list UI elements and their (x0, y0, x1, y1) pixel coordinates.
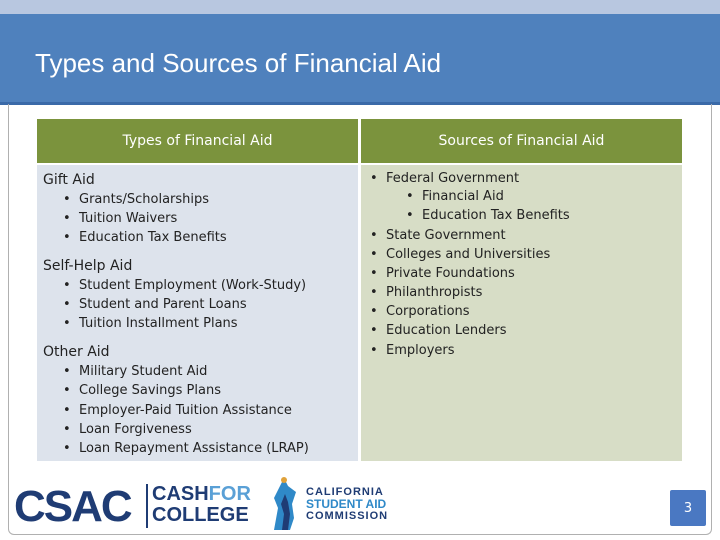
list-item: • Tuition Installment Plans (79, 316, 238, 331)
list-item: • Student and Parent Loans (79, 297, 247, 312)
list-item: • Employer-Paid Tuition Assistance (79, 403, 292, 418)
list-item: • Private Foundations (386, 266, 515, 281)
list-item: • Colleges and Universities (386, 247, 550, 262)
sources-column-header: Sources of Financial Aid (361, 119, 682, 163)
top-strip (0, 0, 720, 14)
list-item: • Grants/Scholarships (79, 192, 209, 207)
cash-for-college-word-college: COLLEGE (152, 504, 249, 526)
list-item-federal-government: • Federal Government (386, 171, 519, 186)
list-item: • Tuition Waivers (79, 211, 177, 226)
list-item: • Military Student Aid (79, 364, 207, 379)
group-heading-other-aid: Other Aid (43, 344, 110, 360)
cash-for-college-logo (152, 484, 251, 526)
cash-for-college-word-for: FOR (208, 483, 251, 505)
commission-line-2: STUDENT AID (306, 497, 387, 511)
list-item: • Corporations (386, 304, 470, 319)
bear-figure-icon (268, 474, 302, 532)
list-sub-item: • Financial Aid (422, 189, 504, 204)
list-item: • State Government (386, 228, 506, 243)
group-heading-self-help-aid: Self-Help Aid (43, 258, 133, 274)
types-column-header: Types of Financial Aid (37, 119, 358, 163)
list-item: • College Savings Plans (79, 383, 221, 398)
list-item: • Philanthropists (386, 285, 482, 300)
cash-for-college-word-cash: CASH (152, 483, 209, 505)
california-student-aid-commission-logo (306, 486, 388, 522)
group-heading-gift-aid: Gift Aid (43, 172, 95, 188)
page-number-badge: 3 (670, 490, 706, 526)
title-bar (0, 14, 720, 105)
list-item: • Loan Repayment Assistance (LRAP) (79, 441, 309, 456)
list-sub-item: • Education Tax Benefits (422, 208, 570, 223)
list-item: • Loan Forgiveness (79, 422, 192, 437)
slide-title: Types and Sources of Financial Aid (35, 48, 442, 78)
list-item: • Employers (386, 343, 455, 358)
logo-divider (146, 484, 148, 528)
commission-line-1: CALIFORNIA (306, 486, 384, 498)
commission-line-3: COMMISSION (306, 510, 389, 522)
list-item: • Education Lenders (386, 323, 506, 338)
list-item: • Education Tax Benefits (79, 230, 227, 245)
list-item: • Student Employment (Work-Study) (79, 278, 306, 293)
csac-logo: CSAC (14, 482, 131, 531)
